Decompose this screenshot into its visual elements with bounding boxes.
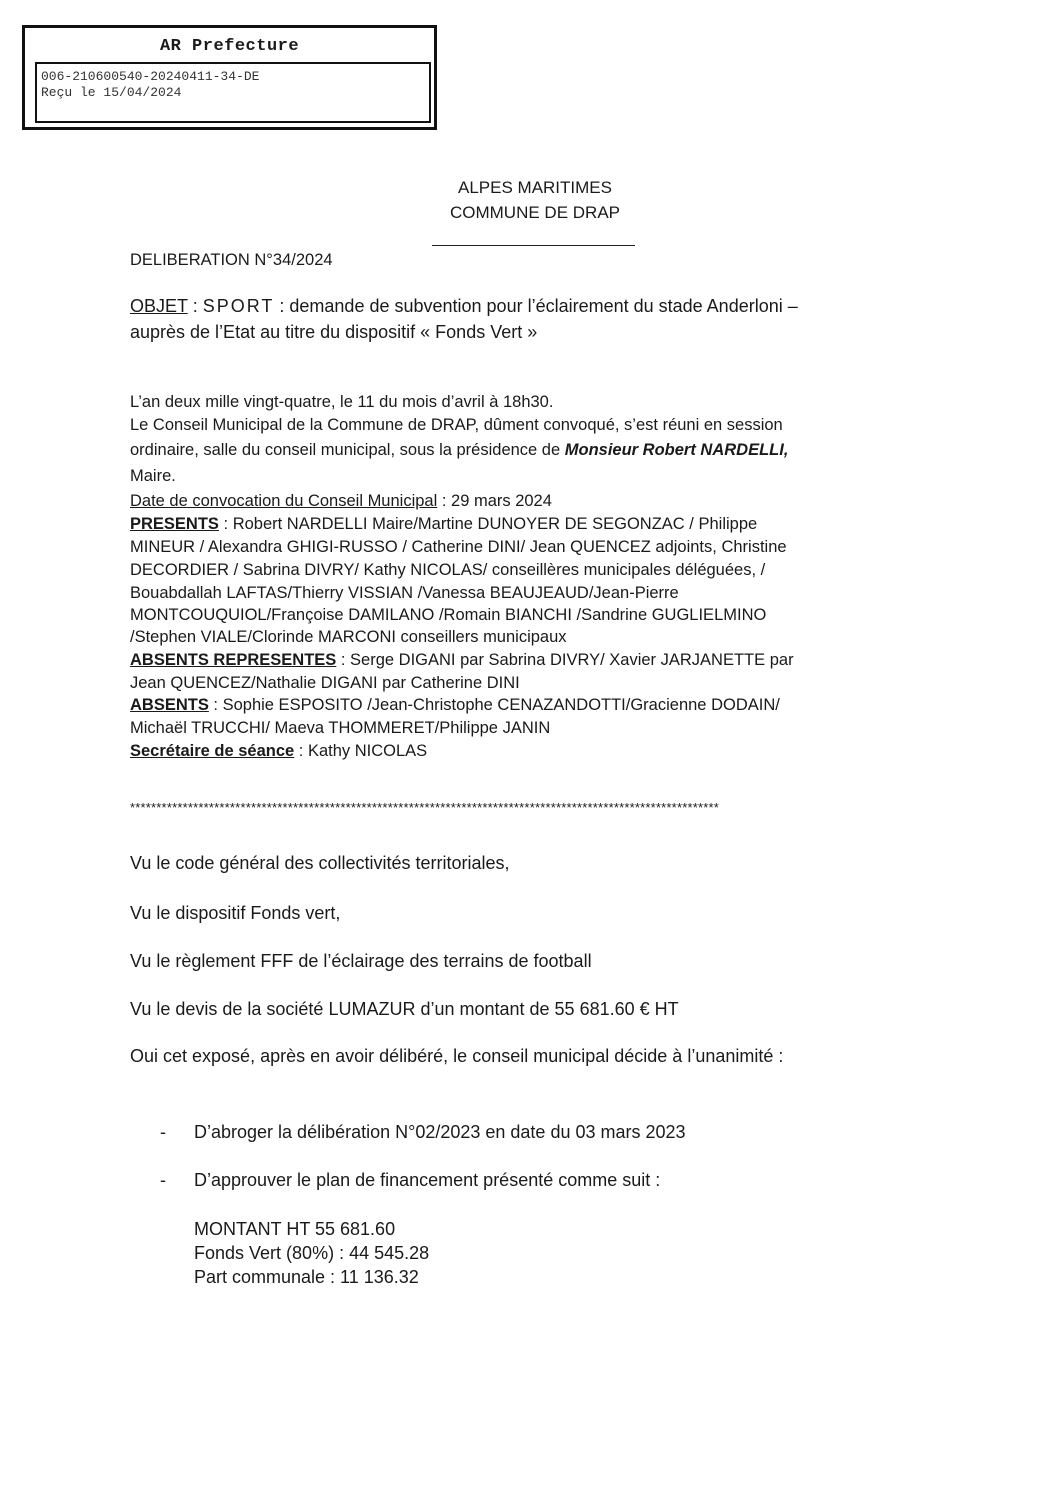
separator-stars: **************************************************************************************************************** [130,800,720,815]
absents-line-2: Michaël TRUCCHI/ Maeva THOMMERET/Philippe JANIN [130,719,551,737]
vu-line-4: Vu le devis de la société LUMAZUR d’un montant de 55 681.60 € HT [130,999,679,1019]
secretaire-label: Secrétaire de séance [130,742,295,760]
absents-representes-line-2: Jean QUENCEZ/Nathalie DIGANI par Catherine DINI [130,674,520,692]
mayor-name: Monsieur Robert NARDELLI, [564,441,789,459]
objet-sport: SPORT [202,296,275,316]
stamp-title: AR Prefecture [159,37,300,56]
bullet-dash: - [160,1170,166,1190]
absents-text: : Sophie ESPOSITO /Jean-Christophe CENAZANDOTTI/Gracienne DODAIN/ [208,696,780,714]
financement-montant: MONTANT HT 55 681.60 [194,1219,396,1239]
header-divider [432,245,635,246]
secretaire-seance [130,742,427,761]
objet-line-1 [130,296,798,317]
convocation-date [130,492,552,511]
convocation-label: Date de convocation du Conseil Municipal [130,492,438,510]
stamp-received-date: Reçu le 15/04/2024 [41,85,182,100]
presents-line-3: DECORDIER / Sabrina DIVRY/ Kathy NICOLAS/ conseillères municipales déléguées, / [130,561,766,579]
absents-label: ABSENTS [130,696,209,714]
header-commune: COMMUNE DE DRAP [449,203,620,222]
convocation-value: : 29 mars 2024 [437,492,552,510]
presents-text: : Robert NARDELLI Maire/Martine DUNOYER DE SEGONZAC / Philippe [218,515,758,533]
objet-sep: : [187,296,203,316]
stamp-reference: 006-210600540-20240411-34-DE [41,69,260,84]
absents-line-1 [130,696,780,715]
intro-line-4: Maire. [130,467,176,485]
financement-fonds-vert: Fonds Vert (80%) : 44 545.28 [194,1243,430,1263]
bullet-dash: - [160,1122,166,1142]
presents-line-5: MONTCOUQUIOL/Françoise DAMILANO /Romain BIANCHI /Sandrine GUGLIELMINO [130,606,767,624]
intro-line-3 [130,441,788,460]
absents-representes-text: : Serge DIGANI par Sabrina DIVRY/ Xavier JARJANETTE par [336,651,794,669]
absents-representes-line-1 [130,651,794,670]
decision-item-1: D’abroger la délibération N°02/2023 en date du 03 mars 2023 [194,1122,686,1142]
objet-line-2: auprès de l’Etat au titre du dispositif « Fonds Vert » [130,322,538,342]
presents-line-6: /Stephen VIALE/Clorinde MARCONI conseillers municipaux [130,628,567,646]
deliberation-number: DELIBERATION N°34/2024 [130,251,333,269]
presents-label: PRESENTS [130,515,219,533]
decision-item-2: D’approuver le plan de financement présenté comme suit : [194,1170,661,1190]
presents-line-4: Bouabdallah LAFTAS/Thierry VISSIAN /Vanessa BEAUJEAUD/Jean-Pierre [130,584,679,602]
intro-line-1: L’an deux mille vingt-quatre, le 11 du mois d’avril à 18h30. [130,393,554,411]
secretaire-value: : Kathy NICOLAS [294,742,428,760]
prefecture-stamp [22,25,437,130]
absents-representes-label: ABSENTS REPRESENTES [130,651,337,669]
vu-line-3: Vu le règlement FFF de l’éclairage des terrains de football [130,951,592,971]
vu-line-1: Vu le code général des collectivités territoriales, [130,853,510,873]
objet-rest: : demande de subvention pour l’éclairement du stade Anderloni – [274,296,798,316]
stamp-details [35,62,431,123]
presents-line-2: MINEUR / Alexandra GHIGI-RUSSO / Catherine DINI/ Jean QUENCEZ adjoints, Christine [130,538,787,556]
header-department: ALPES MARITIMES [458,178,612,197]
vu-line-2: Vu le dispositif Fonds vert, [130,903,341,923]
financement-part-communale: Part communale : 11 136.32 [194,1267,419,1287]
objet-label: OBJET [130,296,188,316]
intro-line-2: Le Conseil Municipal de la Commune de DRAP, dûment convoqué, s’est réuni en session [130,416,783,434]
vu-line-5: Oui cet exposé, après en avoir délibéré, le conseil municipal décide à l’unanimité : [130,1046,784,1066]
presents-line-1 [130,515,757,534]
intro-line-3a: ordinaire, salle du conseil municipal, sous la présidence de [130,441,565,459]
